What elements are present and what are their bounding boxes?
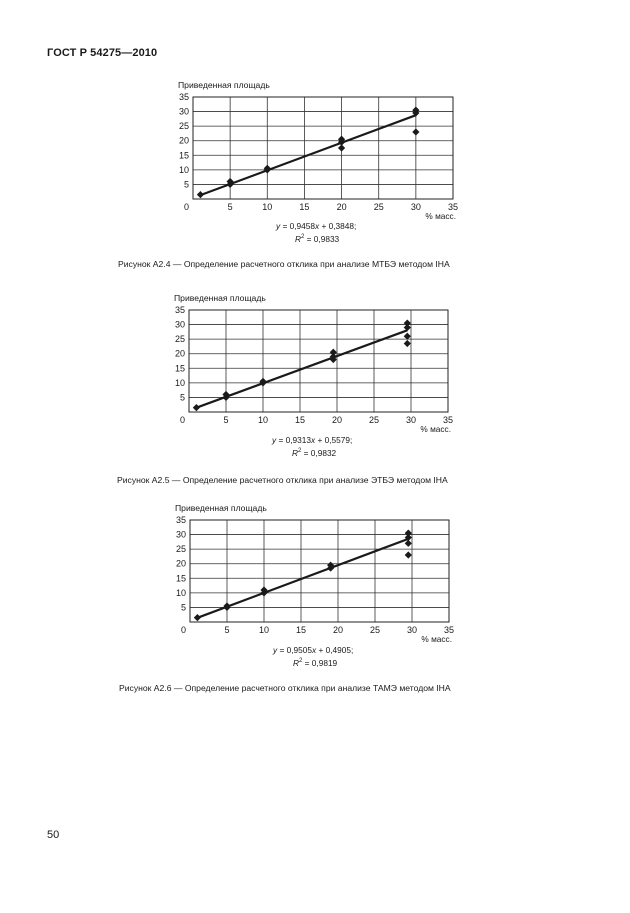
data-point <box>405 530 412 537</box>
x-tick-label: 30 <box>406 625 418 635</box>
equation-x: x <box>311 435 316 445</box>
y-tick-label: 5 <box>183 179 189 190</box>
x-tick-label: 5 <box>224 625 230 635</box>
y-tick-label: 10 <box>174 377 185 388</box>
figure-caption: Рисунок А2.5 — Определение расчетного отклика при анализе ЭТБЭ методом IHA <box>117 475 448 485</box>
equation-y: y <box>276 221 281 231</box>
equation-intercept: + 0,3848; <box>319 221 357 231</box>
r-squared-value: = 0,9833 <box>304 234 340 244</box>
y-tick-label: 20 <box>174 348 185 359</box>
y-tick-label: 5 <box>180 602 186 613</box>
equation-x: x <box>315 221 320 231</box>
x-tick-label: 10 <box>262 202 273 212</box>
equation-y: y <box>272 435 277 445</box>
figure-caption: Рисунок А2.4 — Определение расчетного отклика при анализе МТБЭ методом IHA <box>118 259 450 269</box>
x-tick-label: 25 <box>373 202 384 212</box>
y-tick-label: 20 <box>175 558 186 569</box>
y-axis-title: Приведенная площадь <box>174 293 266 303</box>
equation-slope: = 0,9458 <box>280 221 315 231</box>
x-axis-title: % масс. <box>420 424 451 434</box>
x-tick-label: 10 <box>258 625 270 635</box>
y-tick-label: 10 <box>175 587 186 598</box>
y-tick-label: 30 <box>178 106 189 117</box>
y-tick-label: 25 <box>175 544 186 555</box>
figure-caption: Рисунок А2.6 — Определение расчетного отклика при анализе ТАМЭ методом IHA <box>119 683 451 693</box>
r-squared-label: R <box>293 658 299 668</box>
r-squared-sup: 2 <box>298 448 302 455</box>
y-tick-label: 35 <box>175 515 186 525</box>
x-tick-label: 20 <box>336 202 347 212</box>
y-tick-label: 15 <box>178 150 189 161</box>
y-tick-label: 25 <box>178 121 189 132</box>
x-tick-label: 35 <box>447 202 459 212</box>
equation-intercept: + 0,4905; <box>316 645 354 655</box>
equation-y: y <box>273 645 278 655</box>
y-axis-title: Приведенная площадь <box>175 503 267 513</box>
x-tick-label: 10 <box>257 415 269 425</box>
y-tick-label: 10 <box>178 164 189 175</box>
document-header: ГОСТ Р 54275—2010 <box>47 47 158 59</box>
x-tick-label: 30 <box>410 202 421 212</box>
y-tick-label: 35 <box>174 305 185 315</box>
r-squared-value: = 0,9832 <box>301 448 337 458</box>
equation-slope: = 0,9313 <box>276 435 311 445</box>
x-tick-label: 0 <box>179 415 185 425</box>
y-tick-label: 15 <box>174 363 185 374</box>
y-tick-label: 5 <box>179 392 185 403</box>
x-tick-label: 25 <box>368 415 380 425</box>
y-tick-label: 30 <box>174 319 185 330</box>
x-axis-title: % масс. <box>425 211 456 221</box>
y-axis-title: Приведенная площадь <box>178 80 270 90</box>
data-point <box>194 614 201 621</box>
r-squared-sup: 2 <box>301 234 305 241</box>
x-tick-label: 0 <box>180 625 186 635</box>
y-tick-label: 15 <box>175 573 186 584</box>
x-tick-label: 15 <box>294 415 306 425</box>
x-tick-label: 30 <box>405 415 417 425</box>
page-number: 50 <box>47 829 60 841</box>
x-tick-label: 35 <box>443 625 455 635</box>
r-squared-label: R <box>295 234 301 244</box>
x-tick-label: 25 <box>369 625 381 635</box>
regression-equation <box>273 645 353 655</box>
y-tick-label: 35 <box>178 92 189 102</box>
x-tick-label: 15 <box>295 625 307 635</box>
data-point <box>405 551 412 558</box>
x-tick-label: 20 <box>332 625 344 635</box>
x-tick-label: 0 <box>183 202 189 212</box>
equation-intercept: + 0,5579; <box>315 435 353 445</box>
equation-x: x <box>312 645 317 655</box>
x-tick-label: 20 <box>331 415 343 425</box>
r-squared-sup: 2 <box>299 658 303 665</box>
equation-slope: = 0,9505 <box>277 645 312 655</box>
x-axis-title: % масс. <box>421 634 452 644</box>
r-squared <box>293 658 337 668</box>
r-squared-value: = 0,9819 <box>302 658 338 668</box>
y-tick-label: 20 <box>178 135 189 146</box>
x-tick-label: 5 <box>223 415 229 425</box>
y-tick-label: 25 <box>174 334 185 345</box>
x-tick-label: 15 <box>299 202 310 212</box>
r-squared-label: R <box>292 448 298 458</box>
x-tick-label: 35 <box>442 415 454 425</box>
x-tick-label: 5 <box>227 202 233 212</box>
y-tick-label: 30 <box>175 529 186 540</box>
